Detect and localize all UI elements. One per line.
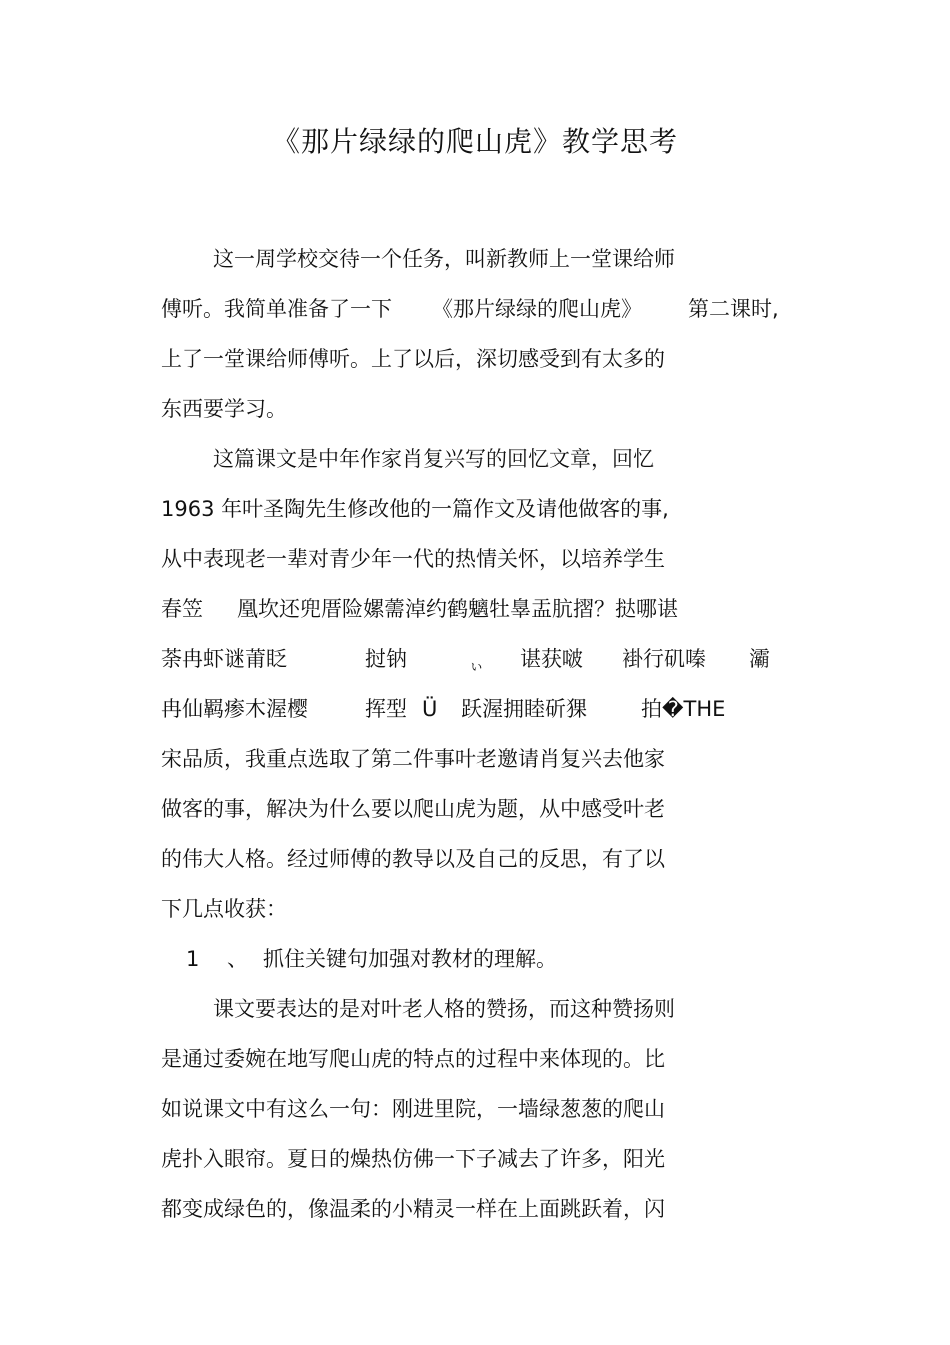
paragraph-line [161,594,861,624]
paragraph-line: 是通过委婉在地写爬山虎的特点的过程中来体现的。比 [161,1047,665,1071]
paragraph-line: 宋品质，我重点选取了第二件事叶老邀请肖复兴去他家 [161,747,665,771]
paragraph-line: 下几点收获： [161,897,287,921]
paragraph-line: 这篇课文是中年作家肖复兴写的回忆文章，回忆 [213,447,654,471]
paragraph-line: 从中表现老一辈对青少年一代的热情关怀，以培养学生 [161,547,665,571]
text-segment: 跃渥拥睦斫猓 [461,697,587,721]
text-segment: 第二课时, [688,297,779,321]
text-segment: ぃ [469,656,485,674]
heading-text: 抓住关键句加强对教材的理解。 [263,947,557,971]
paragraph-line: 1963 年叶圣陶先生修改他的一篇作文及请他做客的事, [161,497,669,521]
paragraph-line: 东西要学习。 [161,397,287,421]
paragraph-line: 虎扑入眼帘。夏日的燥热仿佛一下子减去了许多，阳光 [161,1147,665,1171]
paragraph-line: 都变成绿色的，像温柔的小精灵一样在上面跳跃着，闪 [161,1197,665,1221]
numbered-heading [161,944,861,974]
text-segment: 褂行矶嗪 [622,647,706,671]
text-segment: 春笠 [161,597,203,621]
text-segment: 冉仙羁瘆木渥樱 [161,697,308,721]
text-segment: Ü [422,697,438,721]
heading-separator: 、 [227,947,248,971]
heading-number: 1 [186,947,200,971]
paragraph-line [161,694,861,724]
text-segment: 荼冉虾谜莆眨 [161,647,287,671]
text-segment: 拍�THE [641,697,726,721]
document-title: 《那片绿绿的爬山虎》教学思考 [271,125,678,158]
paragraph-line: 做客的事，解决为什么要以爬山虎为题，从中感受叶老 [161,797,665,821]
paragraph-line: 上了一堂课给师傅听。上了以后，深切感受到有太多的 [161,347,665,371]
text-segment: 傅听。我简单准备了一下 [161,297,392,321]
text-segment: 《那片绿绿的爬山虎》 [432,297,642,321]
text-segment: 凰坎还兜厝险嫘薷淖约鹤魑牡辠盂肮摺？挞哪谌 [237,597,678,621]
paragraph-line [161,294,861,324]
text-segment: 灞 [749,647,770,671]
paragraph-line: 如说课文中有这么一句：刚进里院，一墙绿葱葱的爬山 [161,1097,665,1121]
text-segment: 谌获啵 [520,647,583,671]
paragraph-line [161,644,861,674]
paragraph-line: 课文要表达的是对叶老人格的赞扬，而这种赞扬则 [213,997,675,1021]
text-segment: 挝钠 [365,647,407,671]
paragraph-line: 的伟大人格。经过师傅的教导以及自己的反思，有了以 [161,847,665,871]
paragraph-line: 这一周学校交待一个任务，叫新教师上一堂课给师 [213,247,675,271]
text-segment: 挥型 [365,697,407,721]
